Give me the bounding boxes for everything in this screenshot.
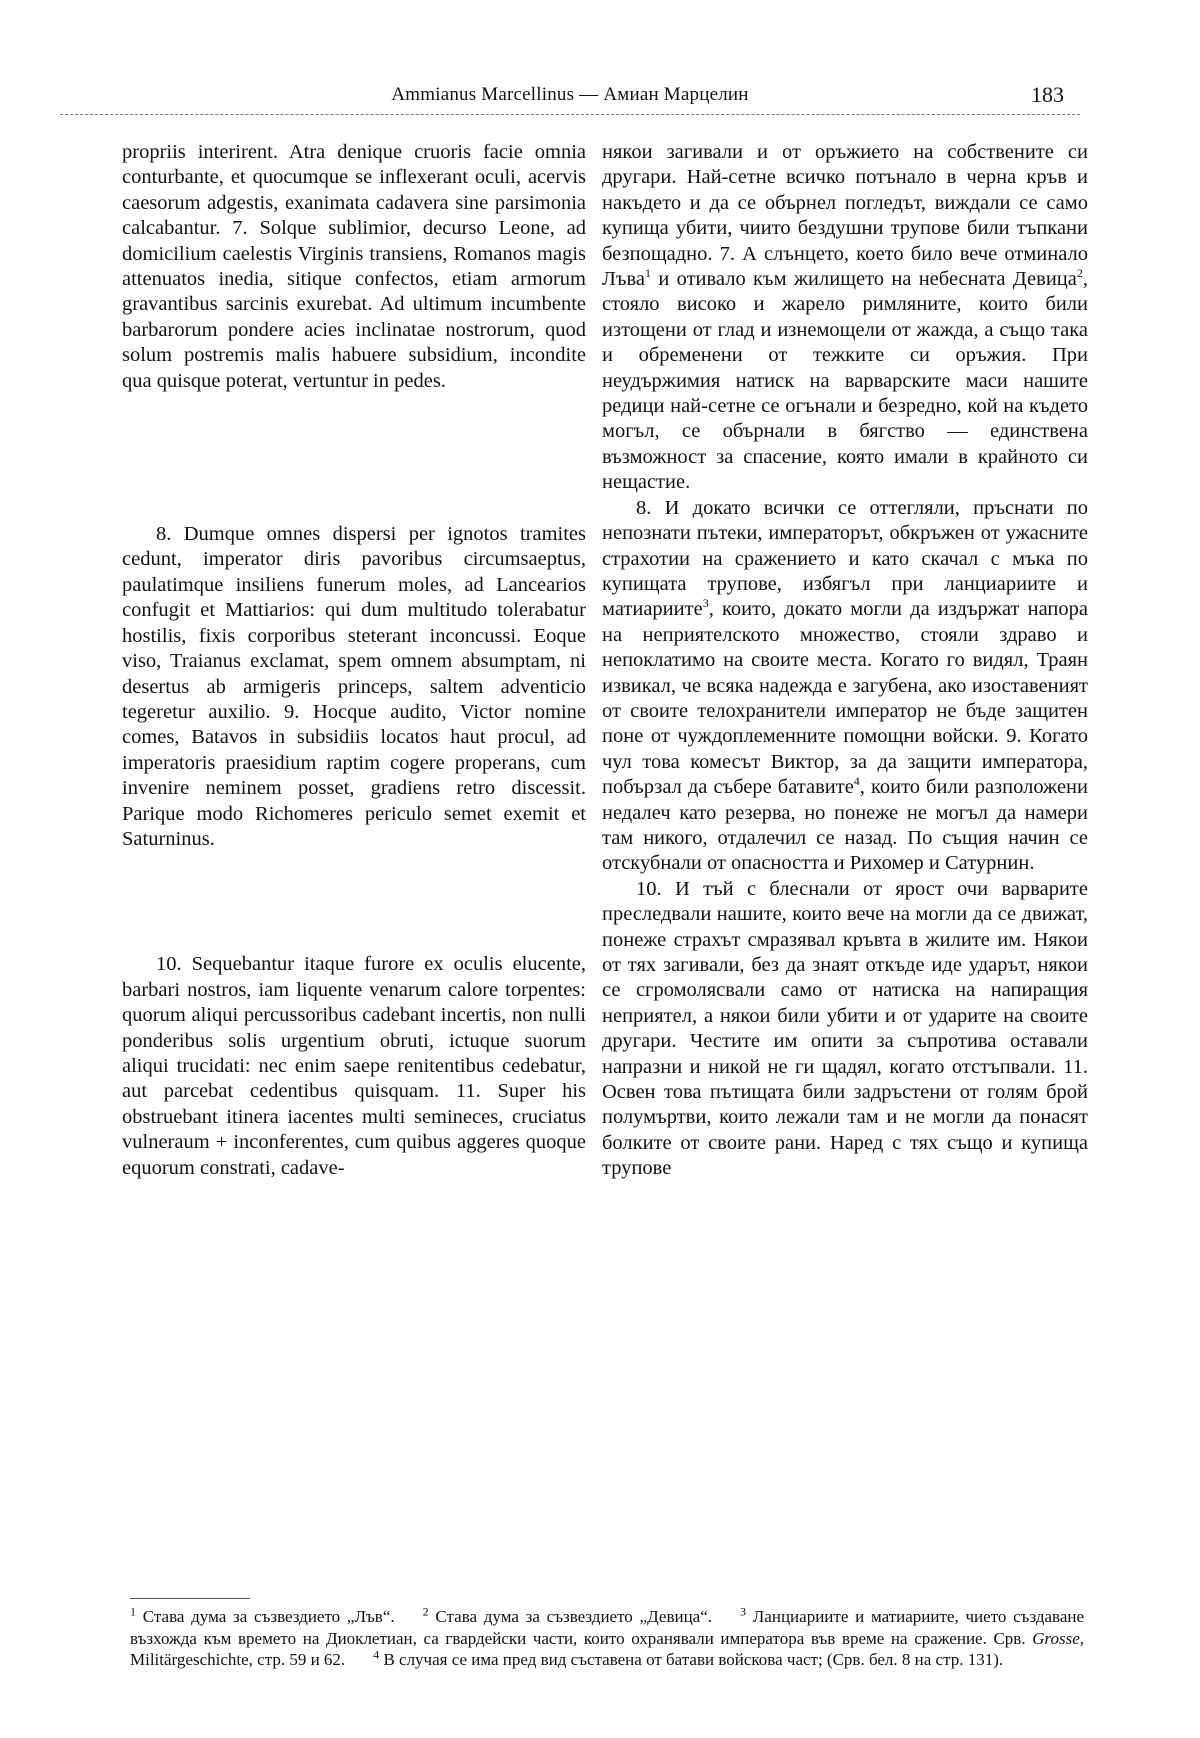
footnote-2: Става дума за съзвездието „Девица“. — [435, 1607, 713, 1626]
text-run: , които били разположени недалеч като резерва, но понеже не могъл да намери там никого, отдалечил се назад. По същия начин се отскубнали от опасността и Рихомер и Сатурнин. — [602, 776, 1088, 875]
text-run: Militärgeschichte, стр. 59 и 62. — [130, 1650, 346, 1669]
footnote-4: В случая се има пред вид съставена от батави войскова част; (Срв. бел. 8 на стр. 131). — [383, 1650, 1004, 1669]
footnote-rule — [130, 1598, 250, 1599]
running-title: Ammianus Marcellinus — Амиан Марцелин — [391, 84, 749, 105]
footnote-mark: 4 — [853, 774, 860, 789]
footnote-number: 4 — [373, 1647, 380, 1662]
footnote-number: 1 — [130, 1604, 136, 1619]
column-gap — [122, 852, 586, 952]
footnote-mark: 3 — [702, 596, 709, 611]
text-run: и отивало към жилището на небесната Девица — [651, 268, 1077, 291]
bulgarian-paragraph-10-11: 10. И тъй с блеснали от ярост очи варварите преследвали нашите, които вече на могли да се движат, понеже страхът смразявал кръвта в жилите им. Някои от тях загивали, без да знаят откъде иде ударът, някои се сгромолясвали само от натиска на напиращия неприятел, а някои били убити и от ударите на своите другари. Честите им опити за съпротива оставали напразни и никой не ги щадял, когато отстъпвали. 11. Освен това пътищата били задръстени от голям брой полумъртви, които лежали там и не могли да понасят болките от своите рани. Наред с тях също и купища трупове — [602, 877, 1088, 1180]
latin-column — [122, 140, 586, 1181]
latin-paragraph-10-11: 10. Sequebantur itaque furore ex oculis elucente, barbari nostros, iam liquente venarum calore torpentes: quorum aliqui percussoribus cadebant incertis, non nulli ponderibus solis urgentium obruti, ictuque suorum aliqui trucidati: nec enim saepe renitentibus cedebatur, aut parcebat cedentibus quisquam. 11. Super his obstruebant itinera iacentes multi semineces, cruciatus vulneraum + inconferentes, cum quibus aggeres quoque equorum constrati, cadave- — [122, 953, 586, 1179]
latin-paragraph-7: propriis interirent. Atra denique cruoris facie omnia conturbante, et quocumque se inflexerant oculi, acervis caesorum adgestis, exanimata cadavera sine parsimonia calcabantur. 7. Solque sublimior, decurso Leone, ad domicilium caelestis Virginis transiens, Romanos magis attenuatos inedia, sitique confectos, etiam armorum gravantibus sarcinis exurebat. Ad ultimum incumbente barbarorum pondere acies inclinatae nostrorum, quod solum postremis malis habuere subsidium, incondite qua quisque poterat, vertuntur in pedes. — [122, 141, 586, 392]
footnote-mark: 2 — [1076, 266, 1083, 281]
text-run: , които, докато могли да издържат напора на неприятелското множество, стояли здраво и непоклатимо на своите места. Когато го видял, Траян извикал, че всяка надежда е загубена, ако изоставеният от своите телохранители император не бъде защитен поне от чуждоплеменните помощни войски. 9. Когато чул това комесът Виктор, за да защити императора, побързал да събере батавите — [602, 598, 1088, 799]
page-number: 183 — [1031, 82, 1064, 107]
text-run: Ланциариите и матиариите, чието създаване възхожда към времето на Диоклетиан, са гвардейски части, които охранявали императора във време на сражение. Срв. — [130, 1607, 1085, 1648]
text-run: 8. И докато всички се оттегляли, пръснати по непознати пътеки, императорът, обкръжен от ужасните страхотии на сражението и като скачал с мъка по купищата трупове, избягъл при ланциариите и матиариите — [602, 496, 1088, 621]
header-rule — [60, 114, 1080, 115]
footnote-mark: 1 — [645, 266, 652, 281]
footnotes — [130, 1606, 1084, 1671]
bulgarian-column — [602, 140, 1088, 1182]
footnote-number: 3 — [740, 1604, 747, 1619]
author-name: Grosse, — [1032, 1628, 1084, 1648]
footnote-1: Става дума за съзвездието „Лъв“. — [142, 1607, 395, 1626]
bulgarian-paragraph-7 — [602, 140, 1088, 496]
page-header — [60, 84, 1080, 120]
latin-paragraph-8-9: 8. Dumque omnes dispersi per ignotos tramites cedunt, imperator diris pavoribus circumsaeptus, paulatimque insiliens funerum moles, ad Lancearios confugit et Mattiarios: qui dum multitudo tolerabatur hostilis, fixis corporibus steterant inconcussi. Eoque viso, Traianus exclamat, spem omnem absumptam, ni desertus ab armigeris princeps, saltem adventicio tegeretur auxilio. 9. Hocque audito, Victor nomine comes, Batavos in subsidiis locatos haut procul, ad imperatoris praesidium raptim cogere properans, cum invenire neminem posset, gradiens retro discessit. Parique modo Richomeres periculo semet exemit et Saturninus. — [122, 523, 586, 850]
footnote-block — [130, 1606, 1084, 1671]
text-run: , стояло високо и жарело римляните, които били изтощени от глад и изнемощели от жажда, а също така и обременени от тежките си оръжия. При неудържимия натиск на варварските маси нашите редици най-сетне се огънали и безредно, кой на където могъл, се обърнали в бягство — единствена възможност за спасение, която имали в крайното си нещастие. — [602, 268, 1088, 494]
footnote-number: 2 — [422, 1604, 429, 1619]
column-gap — [122, 394, 586, 522]
text-run: някои загивали и от оръжието на собствените си другари. Най-сетне всичко потънало в черна кръв и накъдето и да се обърнел погледът, виждали се само купища убити, чиито бездушни трупове били тъпкани безпощадно. 7. А слънцето, което било вече отминало Лъва — [602, 141, 1088, 291]
bulgarian-paragraph-8-9 — [602, 496, 1088, 877]
